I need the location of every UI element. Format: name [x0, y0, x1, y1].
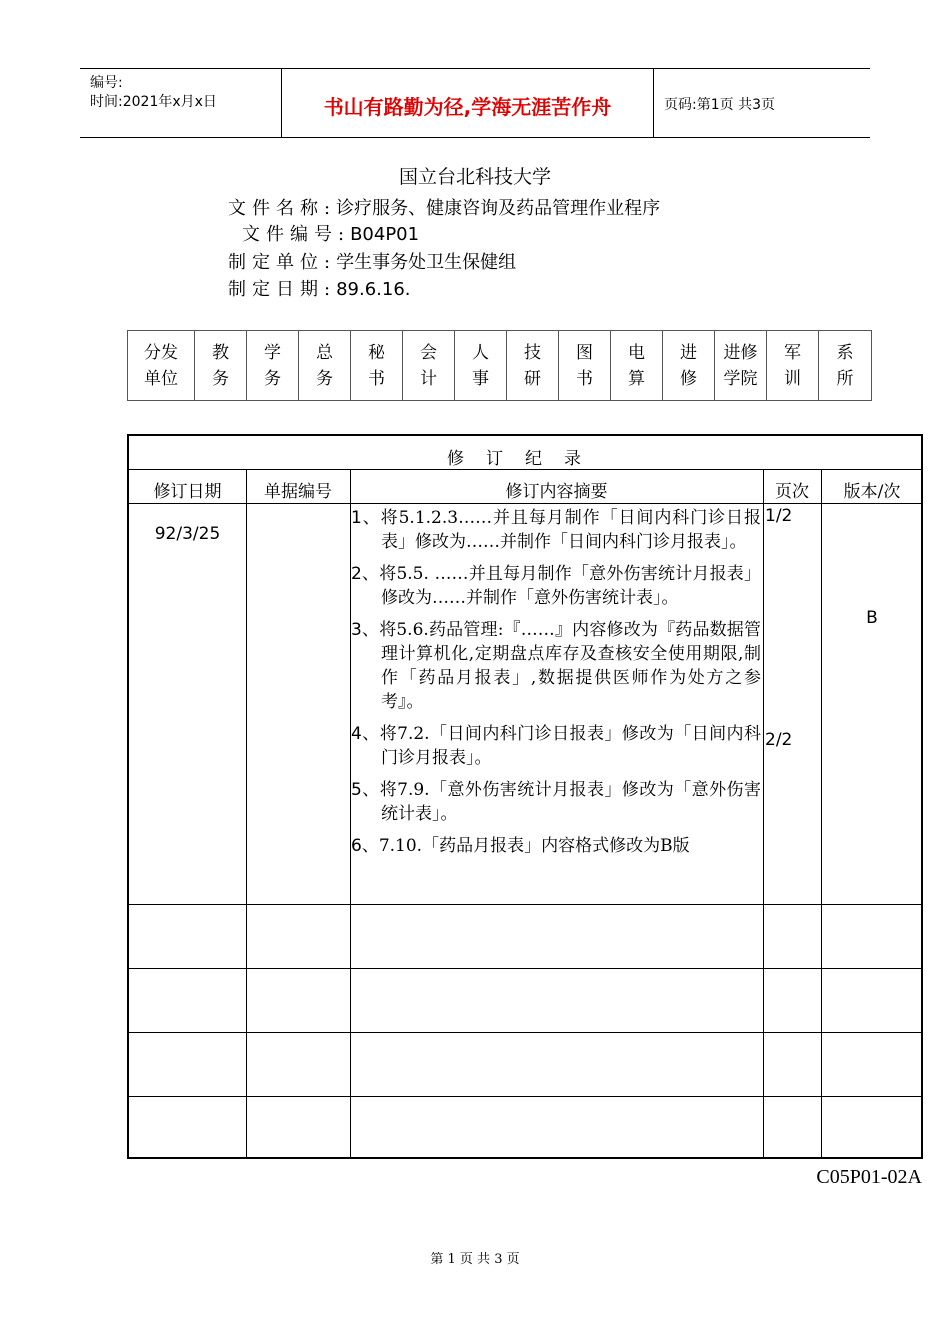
list-item: 4、将7.2.「日间内科门诊日报表」修改为「日间内科门诊月报表」。 [351, 724, 761, 768]
dist-unit: 教 务 [195, 331, 247, 401]
divider [821, 469, 822, 1157]
list-item: 5、将7.9.「意外伤害统计月报表」修改为「意外伤害统计表」。 [351, 780, 761, 824]
col-header-doc-no: 单据编号 [264, 482, 332, 502]
divider [129, 1096, 921, 1097]
dist-unit: 秘 书 [351, 331, 403, 401]
divider [129, 503, 921, 504]
header-info-cell [80, 69, 282, 137]
col-header-date: 修订日期 [153, 482, 222, 502]
doc-name-line [228, 194, 660, 220]
list-item: 1、将5.1.2.3……并且每月制作「日间内科门诊日报表」修改为……并制作「日间内科门诊月报表」。 [351, 508, 761, 552]
divider [129, 968, 921, 969]
col-header-summary: 修订内容摘要 [505, 482, 608, 502]
revision-table-title: 修订纪录 [447, 449, 603, 469]
serial-label: 编号: [90, 75, 123, 91]
dist-unit: 军 训 [767, 331, 819, 401]
revision-page-2: 2/2 [765, 730, 793, 750]
dist-unit: 进修 学院 [715, 331, 767, 401]
revision-summary [351, 506, 761, 902]
divider [246, 469, 247, 1157]
doc-unit-value: 学生事务处卫生保健组 [336, 252, 517, 273]
dist-unit: 学 务 [247, 331, 299, 401]
doc-date-label: 制定日期: [228, 279, 337, 300]
revision-version: B [866, 608, 878, 628]
col-header-page: 页次 [775, 482, 809, 502]
doc-name-value: 诊疗服务、健康咨询及药品管理作业程序 [336, 198, 661, 219]
dist-unit: 会 计 [403, 331, 455, 401]
document-title: 国立台北科技大学 [398, 166, 551, 188]
time-label: 时间:2021年x月x日 [90, 94, 217, 110]
dist-unit: 进 修 [663, 331, 715, 401]
dist-unit: 总 务 [299, 331, 351, 401]
divider [129, 904, 921, 905]
form-code: C05P01-02A [816, 1166, 922, 1188]
dist-unit: 技 研 [507, 331, 559, 401]
revision-date: 92/3/25 [154, 524, 221, 544]
list-item: 6、7.10.「药品月报表」内容格式修改为B版 [351, 836, 690, 856]
revision-table [127, 434, 923, 1159]
divider [763, 469, 764, 1157]
list-item: 3、将5.6.药品管理:『……』内容修改为『药品数据管理计算机化,定期盘点库存及查核安全使用期限,制作「药品月报表」,数据提供医师作为处方之参考』。 [351, 620, 761, 712]
page-footer: 第 1 页 共 3 页 [430, 1252, 520, 1267]
divider [129, 1032, 921, 1033]
doc-date-line [228, 275, 411, 301]
dist-unit: 图 书 [559, 331, 611, 401]
dist-unit: 电 算 [611, 331, 663, 401]
distribution-table [127, 330, 872, 401]
col-header-version: 版本/次 [843, 482, 901, 502]
distribution-header-cell: 分发 单位 [128, 331, 195, 401]
doc-unit-line [228, 248, 516, 274]
doc-number-line [242, 220, 419, 246]
doc-number-value: B04P01 [350, 224, 420, 245]
motto: 书山有路勤为径,学海无涯苦作舟 [323, 95, 612, 119]
doc-name-label: 文件名称: [228, 198, 337, 219]
header-band [80, 68, 870, 138]
divider [129, 469, 921, 470]
list-item: 2、将5.5. ……并且每月制作「意外伤害统计月报表」修改为……并制作「意外伤害统计表」。 [351, 564, 761, 608]
doc-date-value: 89.6.16. [336, 279, 411, 300]
dist-unit: 人 事 [455, 331, 507, 401]
page-info: 页码:第1页 共3页 [664, 97, 775, 113]
dist-unit: 系 所 [819, 331, 872, 401]
doc-number-label: 文件编号: [242, 224, 351, 245]
revision-page-1: 1/2 [765, 506, 793, 526]
header-motto-cell [282, 69, 654, 137]
header-page-cell [654, 69, 870, 137]
doc-unit-label: 制定单位: [228, 252, 337, 273]
